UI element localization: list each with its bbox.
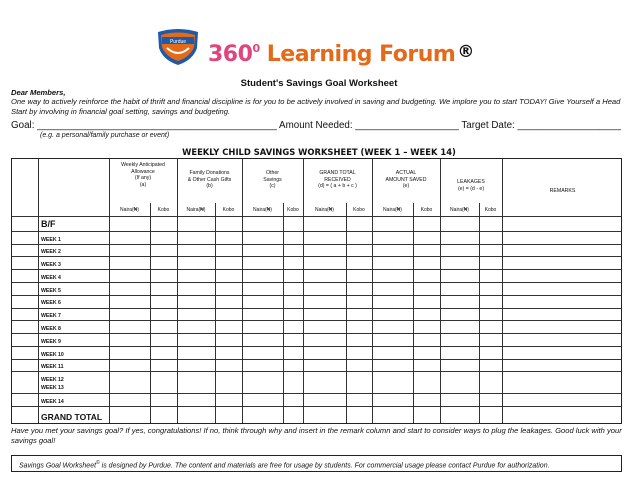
week-row-label: WEEK 12 bbox=[41, 377, 64, 383]
savings-worksheet-table bbox=[11, 158, 622, 424]
sub-kobo: Kobo bbox=[222, 207, 235, 213]
week-row-label: WEEK 11 bbox=[41, 364, 64, 370]
grid-line bbox=[12, 333, 621, 334]
footer-pre: Savings Goal Worksheet bbox=[19, 462, 97, 470]
sub-kobo: Kobo bbox=[353, 207, 365, 213]
sub-kobo: Kobo bbox=[484, 207, 497, 213]
week-row-label: WEEK 10 bbox=[41, 352, 64, 358]
sub-kobo: Kobo bbox=[287, 207, 299, 213]
week-row-label: WEEK 8 bbox=[41, 326, 61, 332]
header-line: (If any) bbox=[134, 175, 152, 182]
closing-paragraph: Have you met your savings goal? If yes, congratulations! If no, think through why and insert in the remark column and start to consider ways to plug the leakages. Good luck with your savings goal! bbox=[11, 426, 622, 445]
grid-line bbox=[12, 346, 621, 347]
header-actual-saved bbox=[372, 170, 440, 190]
week-row-label: WEEK 6 bbox=[41, 300, 61, 306]
header-line: Family Donations bbox=[189, 170, 230, 176]
header-grand-total bbox=[303, 170, 372, 190]
header-line: ACTUAL bbox=[395, 170, 417, 176]
week-row-label: WEEK 1 bbox=[41, 237, 61, 243]
header-leakages bbox=[440, 179, 502, 192]
header-other-savings bbox=[242, 170, 303, 190]
header-line: (e) bbox=[402, 183, 410, 190]
sub-naira: Naira(₦) bbox=[383, 207, 402, 213]
brand-title bbox=[208, 42, 474, 67]
header-line: & Other Cash Gifts bbox=[187, 176, 232, 183]
grid-line bbox=[242, 159, 243, 423]
week-row-label: WEEK 5 bbox=[41, 288, 61, 294]
grid-line bbox=[12, 320, 621, 321]
week-row-label: WEEK 9 bbox=[41, 339, 61, 345]
header-line: GRAND TOTAL bbox=[319, 170, 356, 176]
week-row-label: WEEK 4 bbox=[41, 275, 61, 281]
header-remarks: REMARKS bbox=[549, 188, 576, 194]
sub-naira: Naira(₦) bbox=[186, 207, 206, 213]
week-row-label: WEEK 13 bbox=[41, 385, 64, 391]
bf-row-label: B/F bbox=[41, 219, 56, 229]
grid-line bbox=[283, 203, 284, 423]
grid-line bbox=[177, 159, 178, 423]
grid-line bbox=[303, 159, 304, 423]
header-allowance bbox=[109, 162, 177, 188]
header-line: Savings bbox=[263, 176, 282, 183]
week-row-label: WEEK 2 bbox=[41, 249, 61, 255]
grid-line bbox=[12, 216, 621, 217]
grid-line bbox=[12, 371, 621, 372]
header-line: AMOUNT SAVED bbox=[385, 176, 427, 183]
svg-text:Purdue: Purdue bbox=[169, 39, 187, 45]
grid-line bbox=[12, 393, 621, 394]
footer-notice bbox=[11, 455, 622, 472]
header-line: (e) = (d - e) bbox=[457, 185, 485, 192]
grid-line bbox=[12, 406, 621, 407]
grid-line bbox=[502, 159, 503, 423]
grid-line bbox=[413, 203, 414, 423]
grid-line bbox=[12, 256, 621, 257]
footer-copyright: © bbox=[96, 460, 100, 466]
grid-line bbox=[38, 159, 39, 423]
grid-line bbox=[346, 203, 347, 423]
grid-line bbox=[440, 159, 441, 423]
registered-mark: ® bbox=[457, 42, 474, 62]
grid-line bbox=[12, 359, 621, 360]
header-line: Other bbox=[266, 170, 279, 176]
grid-line bbox=[12, 269, 621, 270]
sub-kobo: Kobo bbox=[420, 207, 433, 213]
greeting: Dear Members, bbox=[11, 88, 66, 97]
week-row-label: WEEK 14 bbox=[41, 399, 64, 405]
header-line: LEAKAGES bbox=[457, 179, 485, 185]
grand-total-label: GRAND TOTAL bbox=[41, 412, 103, 422]
grid-line bbox=[150, 203, 151, 423]
footer-post: is designed by Purdue. The content and materials are free for usage by students. For commercial usage please contact Purdue for authorization. bbox=[99, 462, 550, 470]
brand-number: 360 bbox=[208, 42, 253, 67]
header-line: Allowance bbox=[131, 168, 155, 175]
header-line: Weekly Anticipated bbox=[121, 162, 165, 168]
header-line: RECEIVED bbox=[324, 176, 351, 183]
sub-naira: Naira(₦) bbox=[253, 207, 272, 213]
grid-line bbox=[372, 159, 373, 423]
purdue-shield-logo bbox=[155, 28, 201, 66]
header-line: (b) bbox=[206, 183, 213, 190]
brand-degree: 0 bbox=[252, 42, 260, 55]
intro-paragraph: One way to actively reinforce the habit of thrift and financial discipline is for you to be actively involved in saving and budgeting. We implore you to start TODAY! Give Yourself a Head Start by involving in financial goal setting, savings and budgeting. bbox=[11, 97, 621, 116]
header-line: (c) bbox=[269, 183, 276, 190]
header-line: (d) = ( a + b + c ) bbox=[318, 183, 357, 190]
grid-line bbox=[12, 308, 621, 309]
grid-line bbox=[12, 282, 621, 283]
grid-line bbox=[109, 159, 110, 423]
sub-naira: Naira(₦) bbox=[450, 207, 469, 213]
brand-word: Learning Forum bbox=[259, 42, 456, 67]
header-donations bbox=[177, 170, 242, 190]
goal-hint: (e.g. a personal/family purchase or event) bbox=[40, 132, 170, 139]
sub-naira: Naira(₦) bbox=[120, 207, 139, 213]
sub-kobo: Kobo bbox=[157, 207, 170, 213]
goal-fields-line: Goal: ____________________________________________ Amount Needed: ___________________ Target Date: ___________________ bbox=[11, 120, 621, 131]
week-row-label: WEEK 3 bbox=[41, 262, 61, 268]
document-title: Student's Savings Goal Worksheet bbox=[240, 78, 398, 89]
grid-line bbox=[12, 244, 621, 245]
grid-line bbox=[12, 231, 621, 232]
sub-naira: Naira(₦) bbox=[315, 207, 334, 213]
grid-line bbox=[12, 295, 621, 296]
week-row-label: WEEK 7 bbox=[41, 313, 61, 319]
grid-line bbox=[215, 203, 216, 423]
header-line: (a) bbox=[139, 181, 147, 188]
grid-line bbox=[479, 203, 480, 423]
table-title: WEEKLY CHILD SAVINGS WORKSHEET (WEEK 1 – WEEK 14) bbox=[182, 147, 456, 157]
